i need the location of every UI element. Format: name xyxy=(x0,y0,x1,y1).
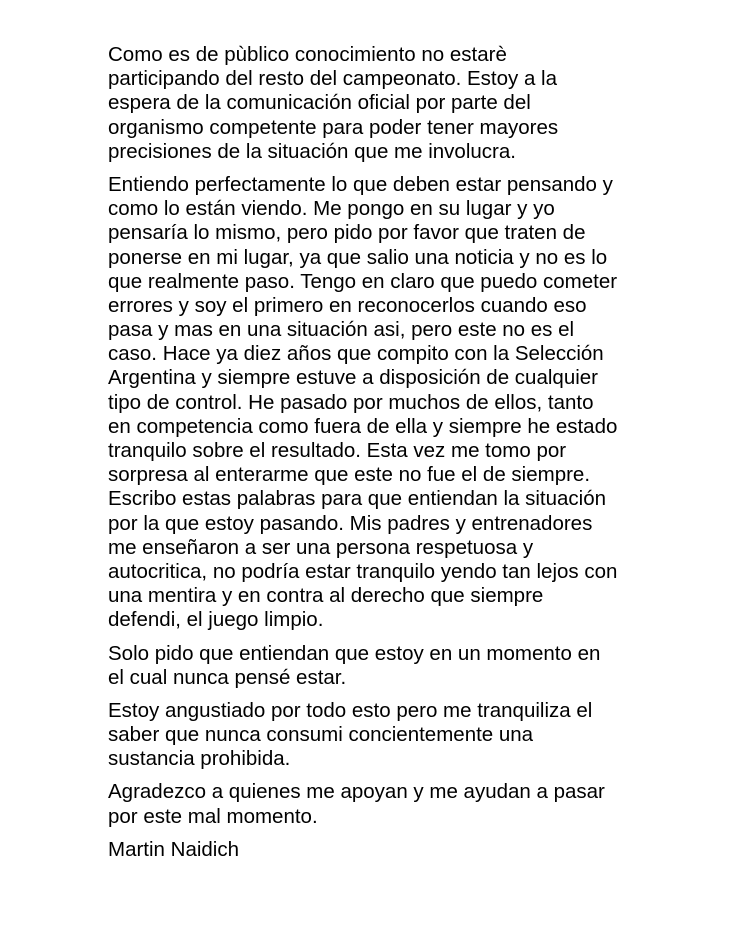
text-line: saber que nunca consumi concientemente una xyxy=(108,723,534,747)
text-line: errores y soy el primero en reconocerlos cuando eso xyxy=(108,293,587,317)
text-line: por este mal momento. xyxy=(108,804,318,828)
text-line: tranquilo sobre el resultado. Esta vez me tomo por xyxy=(108,439,567,462)
text-line: Argentina y siempre estuve a disposición de cualquier xyxy=(108,366,598,390)
paragraph xyxy=(108,173,648,633)
text-line: Solo pido que entiendan que estoy en un momento en xyxy=(108,641,601,665)
paragraph xyxy=(108,642,648,690)
paragraph xyxy=(108,780,648,828)
text-line: espera de la comunicación oficial por parte del xyxy=(108,91,531,115)
text-line: me enseñaron a ser una persona respetuosa y xyxy=(108,535,534,559)
signature xyxy=(108,838,648,862)
text-line: ponerse en mi lugar, ya que salio una noticia y no es lo xyxy=(108,245,608,269)
text-line: como lo están viendo. Me pongo en su lugar y yo xyxy=(108,197,555,221)
text-line: que realmente paso. Tengo en claro que puedo cometer xyxy=(108,269,618,293)
text-line: participando del resto del campeonato. Estoy a la xyxy=(108,67,557,91)
text-line: sorpresa al enterarme que este no fue el de siempre. xyxy=(108,463,591,487)
text-line: defendi, el juego limpio. xyxy=(108,608,324,632)
text-line: Entiendo perfectamente lo que deben estar pensando y xyxy=(108,172,613,196)
text-line: organismo competente para poder tener mayores xyxy=(108,115,559,139)
text-line: caso. Hace ya diez años que compito con la Selección xyxy=(108,342,604,366)
text-line: una mentira y en contra al derecho que siempre xyxy=(108,584,544,608)
text-line: por la que estoy pasando. Mis padres y entrenadores xyxy=(108,511,593,535)
text-line: autocritica, no podría estar tranquilo yendo tan lejos con xyxy=(108,559,618,583)
text-line: precisiones de la situación que me involucra. xyxy=(108,139,516,163)
text-line: sustancia prohibida. xyxy=(108,747,291,771)
paragraph xyxy=(108,43,648,164)
statement-document xyxy=(108,43,648,862)
text-line: pensaría lo mismo, pero pido por favor que traten de xyxy=(108,221,586,245)
text-line: tipo de control. He pasado por muchos de ellos, tanto xyxy=(108,390,594,414)
text-line: en competencia como fuera de ella y siempre he estado xyxy=(108,414,618,438)
text-line: Agradezco a quienes me apoyan y me ayudan a pasar xyxy=(108,780,605,804)
text-line: el cual nunca pensé estar. xyxy=(108,665,347,689)
text-line: Como es de pùblico conocimiento no estarè xyxy=(108,43,507,66)
signature-name: Martin Naidich xyxy=(108,837,240,861)
text-line: Escribo estas palabras para que entiendan la situación xyxy=(108,487,607,511)
paragraph xyxy=(108,699,648,772)
text-line: Estoy angustiado por todo esto pero me tranquiliza el xyxy=(108,698,593,722)
text-line: pasa y mas en una situación asi, pero este no es el xyxy=(108,318,575,342)
